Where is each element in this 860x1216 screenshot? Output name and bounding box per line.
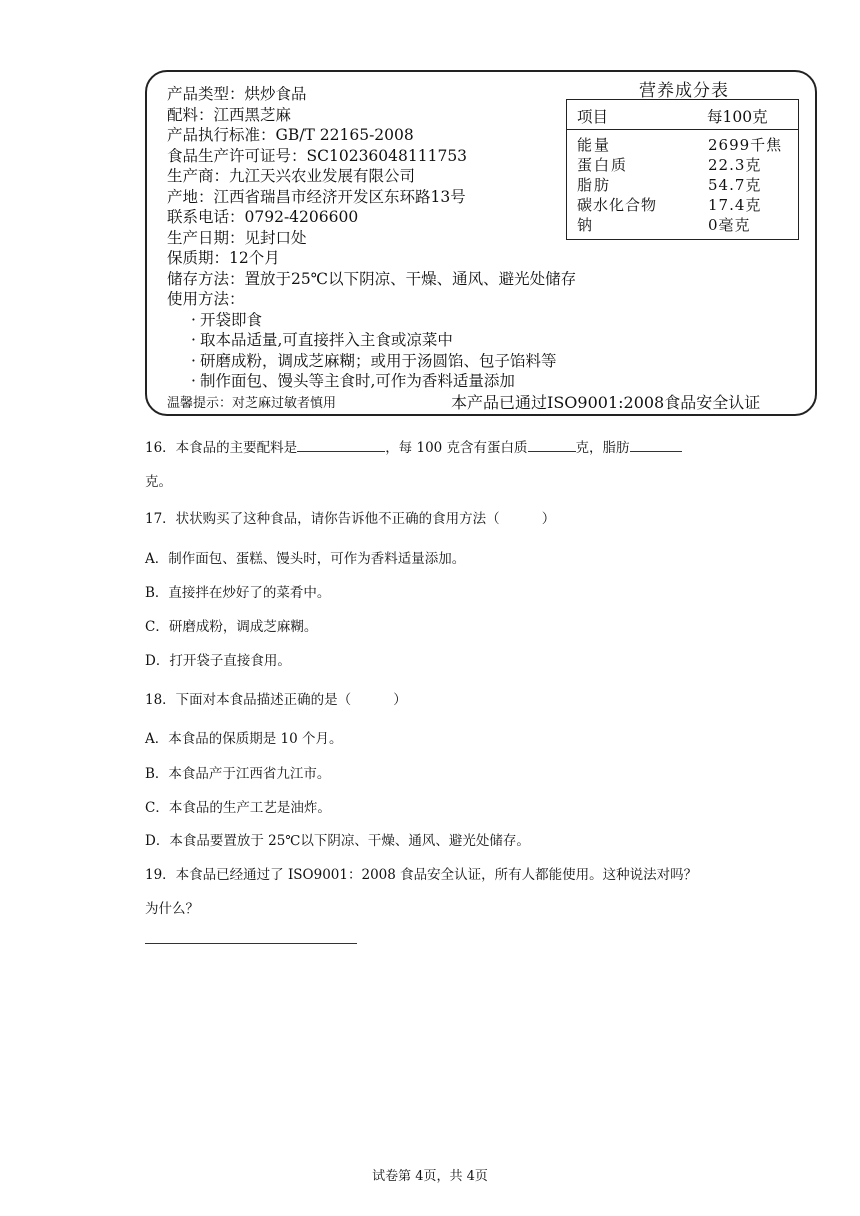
nutrient-value: 54.7克	[708, 176, 762, 194]
question-16-continued: 克。	[145, 474, 172, 490]
q17-option-b: B．直接拌在炒好了的菜肴中。	[145, 585, 331, 601]
page-footer: 试卷第 4页，共 4页	[372, 1169, 488, 1184]
q17-option-d: D．打开袋子直接食用。	[145, 653, 291, 669]
bullet-icon: ·	[191, 310, 196, 329]
question-17: 17．状状购买了这种食品，请你告诉他不正确的食用方法（ ）	[145, 511, 556, 527]
nutrient-value: 17.4克	[708, 196, 762, 214]
label-line-ingredients: 配料：江西黑芝麻	[167, 105, 292, 124]
question-16: 16．本食品的主要配料是 ，每 100 克含有蛋白质 克，脂肪	[145, 436, 682, 456]
usage-list	[167, 310, 637, 392]
nutrition-header-per100g: 每100克	[707, 108, 768, 126]
label-line-license: 食品生产许可证号：SC10236048111753	[167, 146, 468, 165]
nutrition-header	[567, 100, 798, 130]
q18-option-d: D．本食品要置放于 25℃以下阴凉、干燥、通风、避光处储存。	[145, 833, 530, 849]
label-line-phone: 联系电话：0792-4206600	[167, 208, 359, 226]
nutrient-name: 脂肪	[577, 176, 612, 194]
answer-blank-ingredient[interactable]	[297, 437, 385, 452]
answer-blank-protein[interactable]	[528, 437, 576, 452]
nutrition-row	[567, 214, 798, 234]
nutrient-name: 能量	[577, 136, 612, 154]
nutrient-value: 0毫克	[708, 216, 751, 234]
label-line-storage: 储存方法：置放于25℃以下阴凉、干燥、通风、避光处储存	[167, 269, 577, 288]
certification-note: 本产品已通过ISO9001:2008食品安全认证	[451, 393, 761, 412]
label-line-origin: 产地：江西省瑞昌市经济开发区东环路13号	[167, 187, 466, 206]
q18-option-b: B．本食品产于江西省九江市。	[145, 766, 331, 782]
label-line-production-date: 生产日期：见封口处	[167, 228, 307, 247]
q18-option-a: A．本食品的保质期是 10 个月。	[145, 731, 343, 747]
nutrient-name: 钠	[577, 216, 595, 234]
bullet-icon: ·	[191, 351, 196, 370]
answer-line-19[interactable]	[145, 943, 357, 944]
nutrition-row	[567, 174, 798, 194]
usage-item: · 取本品适量,可直接拌入主食或凉菜中	[191, 331, 453, 349]
product-label	[145, 70, 817, 416]
usage-item: · 制作面包、馒头等主食时,可作为香料适量添加	[191, 372, 515, 390]
bullet-icon: ·	[191, 331, 196, 349]
usage-item: · 开袋即食	[191, 310, 262, 329]
label-line-shelf-life: 保质期：12个月	[167, 249, 280, 267]
answer-blank-fat[interactable]	[630, 437, 682, 452]
usage-item: · 研磨成粉，调成芝麻糊；或用于汤圆馅、包子馅料等	[191, 351, 557, 370]
q17-option-c: C．研磨成粉，调成芝麻糊。	[145, 619, 318, 635]
q18-option-c: C．本食品的生产工艺是油炸。	[145, 800, 331, 816]
nutrition-row	[567, 134, 798, 154]
nutrient-value: 2699千焦	[708, 136, 783, 154]
question-19: 19．本食品已经通过了 ISO9001：2008 食品安全认证，所有人都能使用。这种说法对吗？	[145, 867, 698, 883]
label-line-standard: 产品执行标准：GB/T 22165-2008	[167, 126, 414, 144]
bullet-icon: ·	[191, 372, 196, 390]
nutrient-name: 碳水化合物	[577, 196, 658, 214]
nutrition-header-item: 项目	[577, 108, 609, 126]
nutrient-value: 22.3克	[708, 156, 762, 174]
question-19-continued: 为什么？	[145, 901, 199, 917]
label-line-manufacturer: 生产商：九江天兴农业发展有限公司	[167, 167, 416, 185]
label-line-type: 产品类型：烘炒食品	[167, 85, 307, 103]
nutrition-row	[567, 194, 798, 214]
allergy-warning: 温馨提示：对芝麻过敏者慎用	[167, 396, 337, 411]
q17-option-a: A．制作面包、蛋糕、馒头时，可作为香料适量添加。	[145, 551, 466, 567]
nutrient-name: 蛋白质	[577, 156, 629, 174]
nutrition-row	[567, 154, 798, 174]
question-18: 18．下面对本食品描述正确的是（ ）	[145, 692, 407, 708]
nutrition-table	[566, 99, 799, 240]
label-line-usage-heading: 使用方法：	[167, 290, 245, 308]
nutrition-title: 营养成分表	[639, 81, 729, 101]
